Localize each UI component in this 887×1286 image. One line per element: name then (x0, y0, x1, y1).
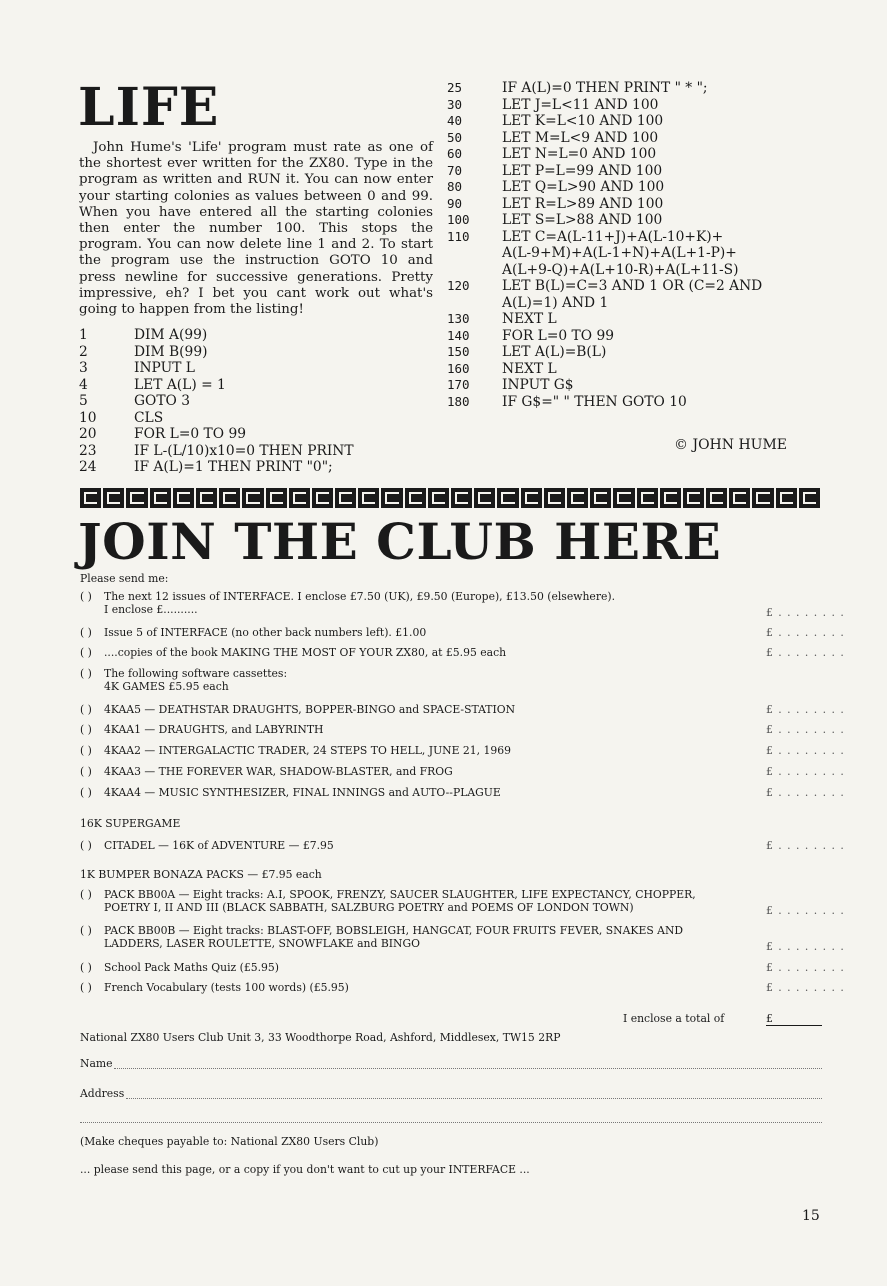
border-key (80, 488, 101, 508)
line-number: 120 (447, 278, 470, 293)
line-number: 25 (447, 80, 463, 95)
section-heading: 16K SUPERGAME (80, 817, 181, 830)
line-number: 50 (447, 129, 463, 145)
order-item-text: PACK BB00B — Eight tracks: BLAST-OFF, BOBSLEIGH, HANGCAT, FOUR FRUITS FEVER, SNAKES AND (104, 924, 684, 937)
amount-field[interactable]: £ . . . . . . . . (766, 703, 845, 716)
border-key (126, 488, 147, 508)
border-key (776, 488, 797, 508)
border-key (752, 488, 773, 508)
page-number: 15 (802, 1208, 820, 1224)
border-key (150, 488, 171, 508)
code-line: IF A(L)=1 THEN PRINT "0"; (134, 459, 333, 475)
line-number: 10 (79, 409, 97, 426)
line-number: 130 (447, 311, 470, 326)
code-line: IF L-(L/10)x10=0 THEN PRINT (134, 442, 354, 459)
order-item-subtext: LADDERS, LASER ROULETTE, SNOWFLAKE and BINGO (104, 937, 420, 950)
amount-field[interactable]: £ . . . . . . . . (766, 626, 845, 639)
code-line: DIM B(99) (134, 343, 208, 360)
order-checkbox[interactable]: ( ) (80, 646, 92, 659)
code-line: A(L+9-Q)+A(L+10-R)+A(L+11-S) (502, 261, 739, 278)
order-item-text: 4KAA2 — INTERGALACTIC TRADER, 24 STEPS TO HELL, JUNE 21, 1969 (104, 744, 512, 757)
order-checkbox[interactable]: ( ) (80, 765, 92, 778)
code-line: LET C=A(L-11+J)+A(L-10+K)+ (502, 228, 724, 245)
line-number: 23 (79, 442, 97, 459)
please-send-label: Please send me: (80, 572, 169, 585)
line-number: 140 (447, 327, 470, 343)
line-number: 80 (447, 179, 463, 194)
order-item-text: 4KAA4 — MUSIC SYNTHESIZER, FINAL INNINGS and AUTO--PLAGUE (104, 786, 501, 799)
address-field-line-2[interactable] (80, 1122, 822, 1123)
code-line: INPUT L (134, 360, 195, 376)
border-key (103, 488, 124, 508)
border-key (521, 488, 542, 508)
order-item-text: 4KAA1 — DRAUGHTS, and LABYRINTH (104, 723, 324, 736)
article-title: LIFE (78, 77, 220, 138)
line-number: 150 (447, 344, 470, 359)
code-line: A(L-9+M)+A(L-1+N)+A(L+1-P)+ (502, 245, 737, 261)
order-checkbox[interactable]: ( ) (80, 590, 92, 603)
border-key (497, 488, 518, 508)
order-item-subtext: POETRY I, II AND III (BLACK SABBATH, SALZBURG POETRY and POEMS OF LONDON TOWN) (104, 901, 634, 914)
order-item-text: ....copies of the book MAKING THE MOST OF YOUR ZX80, at £5.95 each (104, 646, 507, 659)
line-number: 30 (447, 96, 463, 112)
line-number: 40 (447, 113, 463, 128)
code-line: LET N=L=0 AND 100 (502, 146, 657, 162)
border-key (358, 488, 379, 508)
line-number: 20 (79, 426, 97, 442)
line-number: 90 (447, 195, 463, 211)
order-checkbox[interactable]: ( ) (80, 924, 92, 937)
border-key (613, 488, 634, 508)
line-number: 5 (79, 393, 88, 409)
order-checkbox[interactable]: ( ) (80, 703, 92, 716)
order-checkbox[interactable]: ( ) (80, 981, 92, 994)
amount-field[interactable]: £ . . . . . . . . (766, 606, 845, 619)
decorative-border (80, 488, 820, 508)
amount-field[interactable]: £ . . . . . . . . (766, 765, 845, 778)
address-label: Address (80, 1087, 125, 1100)
line-number: 70 (447, 162, 463, 178)
code-line: LET A(L)=B(L) (502, 344, 607, 360)
code-line: INPUT G$ (502, 377, 574, 393)
order-item-text: CITADEL — 16K of ADVENTURE — £7.95 (104, 839, 334, 852)
order-item-text: French Vocabulary (tests 100 words) (£5.95) (104, 981, 349, 994)
order-checkbox[interactable]: ( ) (80, 786, 92, 799)
border-key (660, 488, 681, 508)
code-line: LET K=L<10 AND 100 (502, 113, 664, 129)
code-line: IF A(L)=0 THEN PRINT " * "; (502, 80, 708, 96)
enclose-total-label: I enclose a total of (623, 1012, 725, 1025)
program-listing-right (447, 80, 847, 420)
code-line: LET J=L<11 AND 100 (502, 96, 659, 113)
line-number: 3 (79, 360, 88, 376)
amount-field[interactable]: £ . . . . . . . . (766, 981, 845, 994)
border-key (196, 488, 217, 508)
address-field[interactable] (126, 1098, 822, 1099)
order-checkbox[interactable]: ( ) (80, 961, 92, 974)
border-key (544, 488, 565, 508)
line-number: 1 (79, 327, 88, 343)
line-number: 60 (447, 146, 463, 161)
border-key (289, 488, 310, 508)
order-checkbox[interactable]: ( ) (80, 839, 92, 852)
program-listing-left (79, 327, 439, 477)
line-number: 100 (447, 212, 470, 227)
amount-field[interactable]: £ . . . . . . . . (766, 744, 845, 757)
copyright-credit: © JOHN HUME (674, 437, 788, 453)
line-number: 2 (79, 343, 88, 360)
line-number: 110 (447, 228, 470, 244)
amount-field[interactable]: £ . . . . . . . . (766, 961, 845, 974)
line-number: 24 (79, 459, 97, 475)
order-item-text: PACK BB00A — Eight tracks: A.I, SPOOK, FRENZY, SAUCER SLAUGHTER, LIFE EXPECTANCY, CHOPPER, (104, 888, 696, 901)
code-line: LET P=L=99 AND 100 (502, 162, 663, 179)
border-key (590, 488, 611, 508)
order-item-text: The next 12 issues of INTERFACE. I enclose £7.50 (UK), £9.50 (Europe), £13.50 (elsewhere). (104, 590, 616, 603)
code-line: IF G$=" " THEN GOTO 10 (502, 393, 687, 410)
code-line: LET A(L) = 1 (134, 376, 226, 393)
code-line: NEXT L (502, 311, 557, 327)
club-title: JOIN THE CLUB HERE (78, 512, 722, 571)
border-key (567, 488, 588, 508)
order-checkbox[interactable]: ( ) (80, 667, 92, 680)
border-key (474, 488, 495, 508)
article-intro: John Hume's 'Life' program must rate as one of the shortest ever written for the ZX80. Type in the program as written and RUN it. You can now enter your starting colonies as values between 0 and 99. When you have entered all the starting colonies then enter the number 100. This stops the program. You can now delete line 1 and 2. To start the program use the instruction GOTO 10 and press newline for successive generations. Pretty impressive, eh? I bet you cant work out what's going to happen from the listing! (79, 140, 433, 318)
border-key (266, 488, 287, 508)
cheques-note: (Make cheques payable to: National ZX80 Users Club) (80, 1135, 379, 1148)
border-key (428, 488, 449, 508)
code-line: CLS (134, 409, 164, 426)
line-number: 180 (447, 393, 470, 409)
order-checkbox[interactable]: ( ) (80, 723, 92, 736)
code-line: LET S=L>88 AND 100 (502, 212, 663, 228)
code-line: LET R=L>89 AND 100 (502, 195, 664, 212)
code-line: GOTO 3 (134, 393, 191, 409)
code-line: LET M=L<9 AND 100 (502, 129, 659, 146)
amount-field[interactable]: £ . . . . . . . . (766, 723, 845, 736)
club-address: National ZX80 Users Club Unit 3, 33 Woodthorpe Road, Ashford, Middlesex, TW15 2RP (80, 1031, 561, 1044)
amount-field[interactable]: £ . . . . . . . . (766, 839, 845, 852)
order-item-text: Issue 5 of INTERFACE (no other back numbers left). £1.00 (104, 626, 427, 639)
name-label: Name (80, 1057, 113, 1070)
border-key (242, 488, 263, 508)
line-number: 160 (447, 360, 470, 376)
border-key (799, 488, 820, 508)
order-item-text: School Pack Maths Quiz (£5.95) (104, 961, 279, 974)
border-key (173, 488, 194, 508)
amount-field[interactable]: £ . . . . . . . . (766, 786, 845, 799)
name-field[interactable] (114, 1068, 822, 1069)
border-key (312, 488, 333, 508)
border-key (381, 488, 402, 508)
border-key (451, 488, 472, 508)
amount-field[interactable]: £ . . . . . . . . (766, 940, 845, 953)
order-item-subtext: I enclose £.......... (104, 603, 198, 616)
line-number: 170 (447, 377, 470, 392)
order-item-text: The following software cassettes: (104, 667, 288, 680)
line-number: 4 (79, 376, 88, 393)
border-key (335, 488, 356, 508)
code-line: A(L)=1) AND 1 (502, 294, 609, 311)
section-heading: 1K BUMPER BONAZA PACKS — £7.95 each (80, 868, 322, 881)
order-item-text: 4KAA3 — THE FOREVER WAR, SHADOW-BLASTER, and FROG (104, 765, 453, 778)
border-key (219, 488, 240, 508)
order-checkbox[interactable]: ( ) (80, 888, 92, 901)
order-checkbox[interactable]: ( ) (80, 626, 92, 639)
code-line: LET Q=L>90 AND 100 (502, 179, 665, 195)
border-key (637, 488, 658, 508)
send-page-note: ... please send this page, or a copy if you don't want to cut up your INTERFACE ... (80, 1163, 530, 1176)
border-key (683, 488, 704, 508)
border-key (405, 488, 426, 508)
code-line: FOR L=0 TO 99 (134, 426, 246, 442)
order-item-text: 4KAA5 — DEATHSTAR DRAUGHTS, BOPPER-BINGO and SPACE-STATION (104, 703, 516, 716)
code-line: LET B(L)=C=3 AND 1 OR (C=2 AND (502, 278, 763, 294)
order-checkbox[interactable]: ( ) (80, 744, 92, 757)
code-line: FOR L=0 TO 99 (502, 327, 614, 344)
total-amount-field[interactable]: £ (766, 1012, 822, 1026)
border-key (706, 488, 727, 508)
code-line: NEXT L (502, 360, 557, 377)
border-key (729, 488, 750, 508)
order-item-subtext: 4K GAMES £5.95 each (104, 680, 229, 693)
amount-field[interactable]: £ . . . . . . . . (766, 646, 845, 659)
code-line: DIM A(99) (134, 327, 208, 343)
amount-field[interactable]: £ . . . . . . . . (766, 904, 845, 917)
